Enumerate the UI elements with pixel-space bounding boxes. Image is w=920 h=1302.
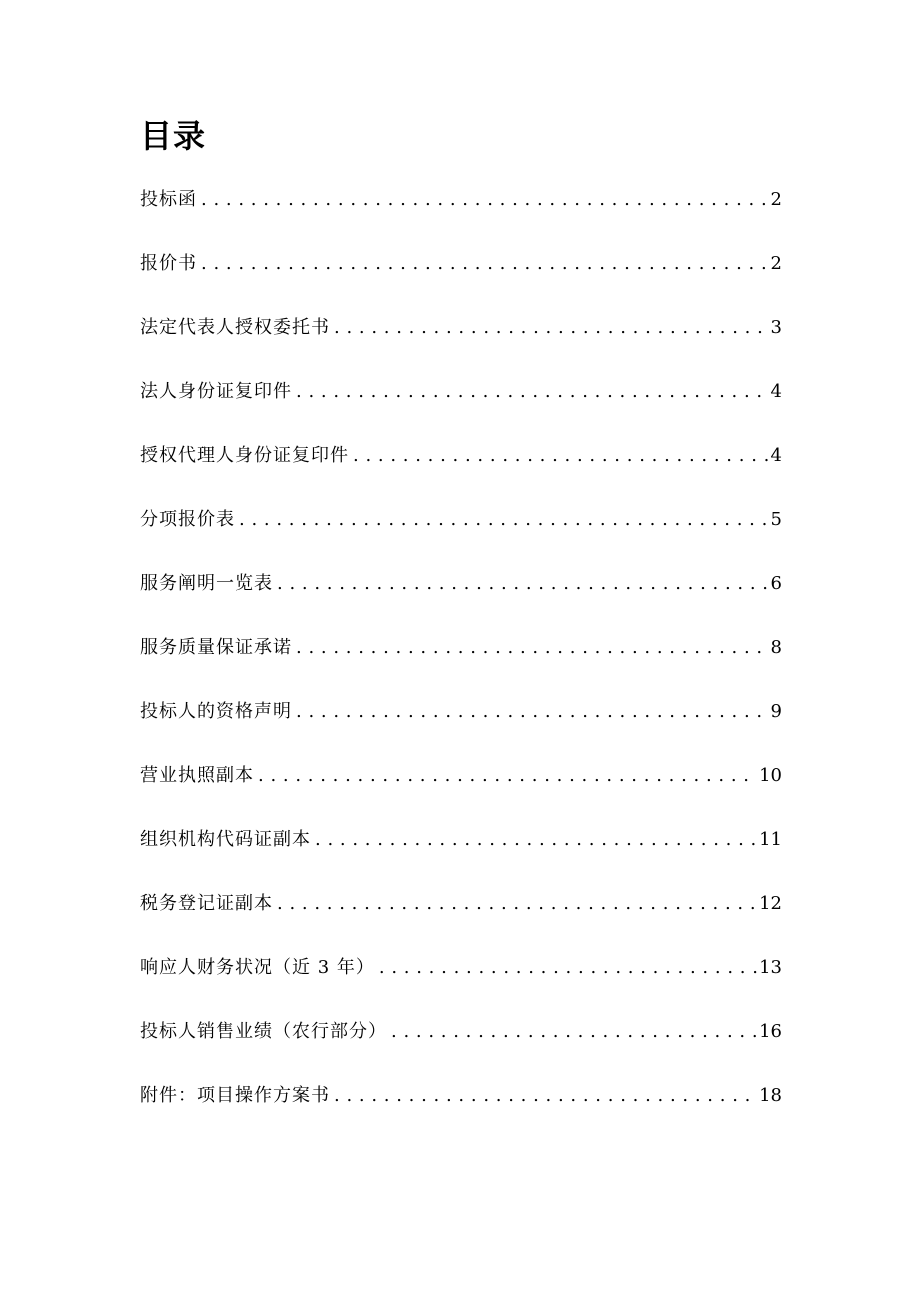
toc-entry-page: 8 [770, 637, 782, 658]
toc-entry-page: 18 [759, 1085, 782, 1106]
toc-entry-label: 报价书 [140, 253, 197, 274]
toc-entry[interactable] [140, 948, 782, 1012]
toc-entry[interactable] [140, 692, 782, 756]
dot-leader [379, 948, 757, 988]
toc-entry-label: 法定代表人授权委托书 [140, 317, 330, 338]
toc-entry[interactable] [140, 244, 782, 308]
toc-entry-page: 3 [770, 317, 782, 338]
toc-entry-page: 2 [770, 189, 782, 210]
dot-leader [258, 756, 757, 796]
toc-list [140, 180, 782, 1140]
toc-entry-label: 附件：项目操作方案书 [140, 1085, 330, 1106]
dot-leader [391, 1012, 757, 1052]
toc-entry-label: 服务阐明一览表 [140, 573, 273, 594]
toc-entry[interactable] [140, 1076, 782, 1140]
dot-leader [353, 436, 769, 476]
toc-entry-label: 分项报价表 [140, 509, 235, 530]
dot-leader [296, 628, 769, 668]
toc-entry-label: 服务质量保证承诺 [140, 637, 292, 658]
toc-title: 目录 [140, 117, 207, 155]
toc-entry[interactable] [140, 372, 782, 436]
toc-entry[interactable] [140, 628, 782, 692]
toc-entry-label: 投标人的资格声明 [140, 701, 292, 722]
dot-leader [296, 692, 769, 732]
toc-entry-label: 法人身份证复印件 [140, 381, 292, 402]
dot-leader [334, 1076, 757, 1116]
toc-entry[interactable] [140, 564, 782, 628]
toc-entry[interactable] [140, 820, 782, 884]
dot-leader [315, 820, 757, 860]
dot-leader [277, 884, 757, 924]
toc-entry-page: 13 [759, 957, 782, 978]
toc-entry[interactable] [140, 180, 782, 244]
toc-entry-page: 10 [759, 765, 782, 786]
toc-entry-label: 响应人财务状况（近 3 年） [140, 957, 375, 978]
toc-entry-label: 授权代理人身份证复印件 [140, 445, 349, 466]
toc-entry-page: 12 [759, 893, 782, 914]
toc-entry-label: 营业执照副本 [140, 765, 254, 786]
toc-entry[interactable] [140, 884, 782, 948]
toc-entry[interactable] [140, 436, 782, 500]
toc-entry-page: 2 [770, 253, 782, 274]
toc-entry-page: 9 [770, 701, 782, 722]
toc-entry[interactable] [140, 756, 782, 820]
toc-entry[interactable] [140, 308, 782, 372]
dot-leader [201, 180, 769, 220]
dot-leader [239, 500, 769, 540]
toc-entry-label: 投标人销售业绩（农行部分） [140, 1021, 387, 1042]
toc-entry-page: 4 [770, 381, 782, 402]
toc-entry-label: 组织机构代码证副本 [140, 829, 311, 850]
toc-entry-label: 税务登记证副本 [140, 893, 273, 914]
dot-leader [201, 244, 769, 284]
toc-entry[interactable] [140, 500, 782, 564]
dot-leader [296, 372, 769, 412]
dot-leader [277, 564, 769, 604]
toc-entry-page: 16 [759, 1021, 782, 1042]
toc-entry-page: 4 [770, 445, 782, 466]
toc-entry-page: 6 [770, 573, 782, 594]
toc-entry-page: 5 [770, 509, 782, 530]
toc-entry-page: 11 [759, 829, 782, 850]
dot-leader [334, 308, 769, 348]
toc-entry[interactable] [140, 1012, 782, 1076]
toc-entry-label: 投标函 [140, 189, 197, 210]
